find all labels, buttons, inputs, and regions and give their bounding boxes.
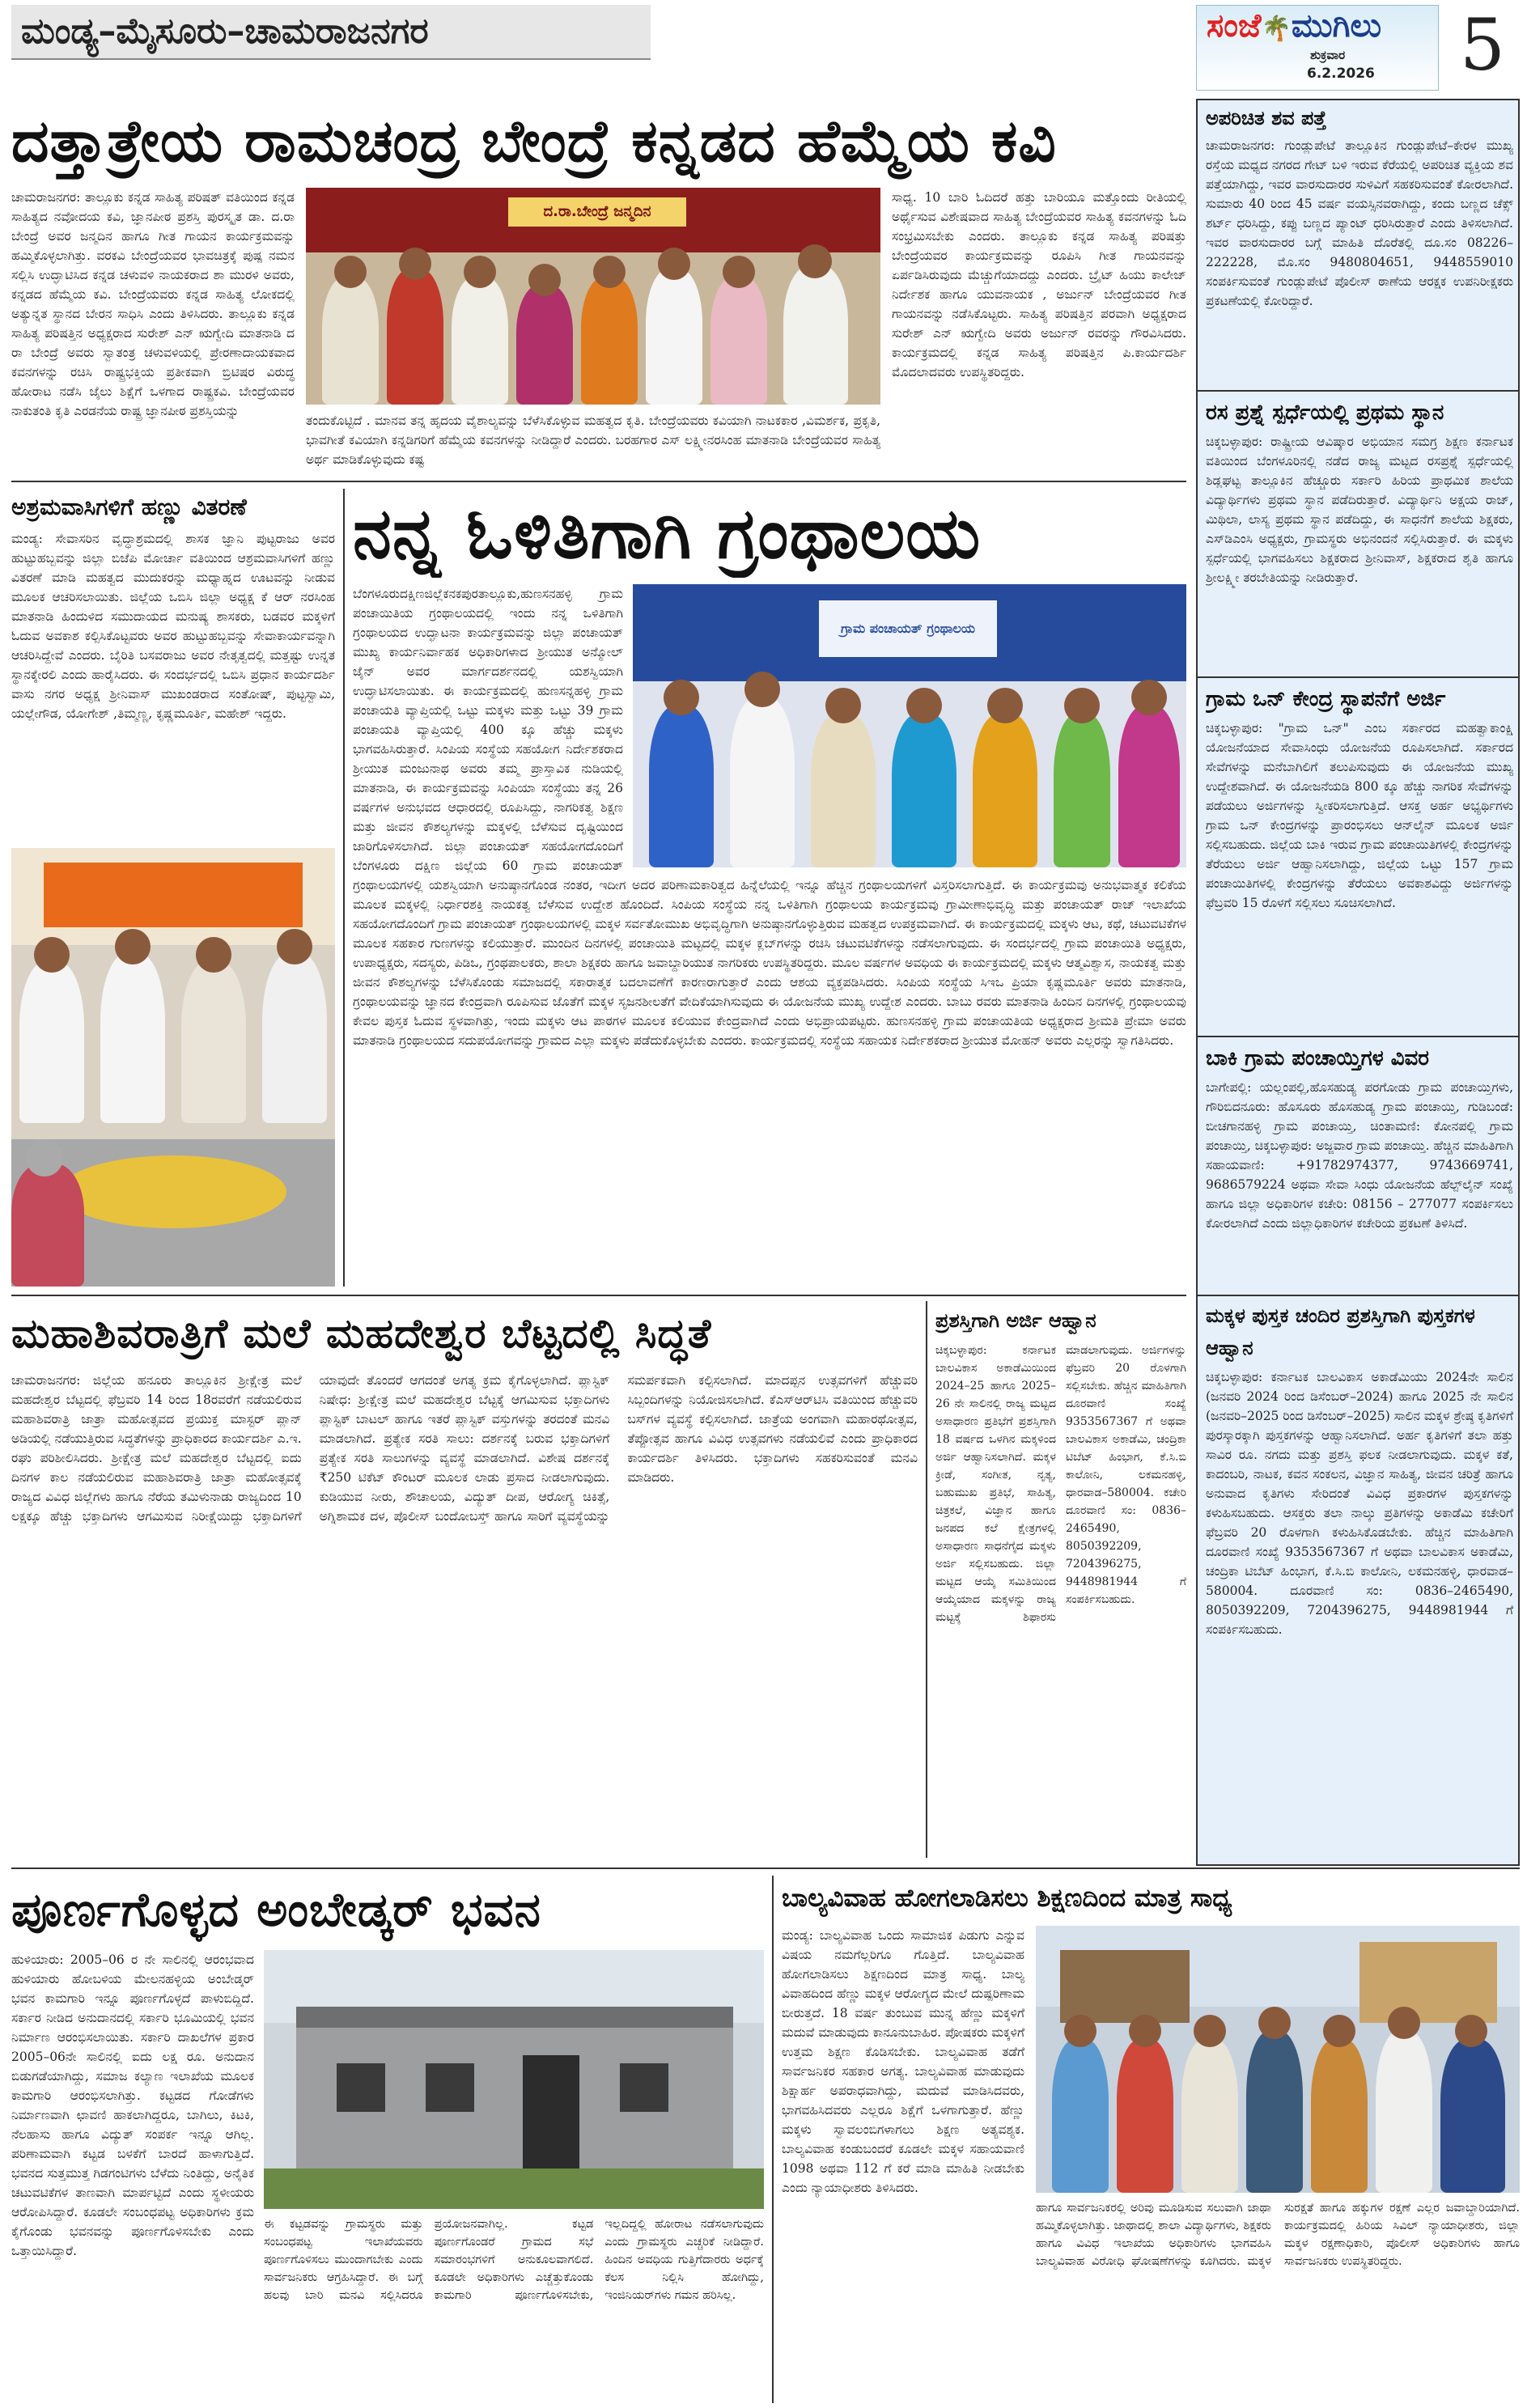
- library-body: ಬೆಂಗಳೂರುದಕ್ಷಿಣಜಿಲ್ಲೆಕನಕಪುರತಾಲ್ಲೂಕು,ಹುಣಸನಹಳ್ಳಿ ಗ್ರಾಮ ಪಂಚಾಯಿತಿಯ ಗ್ರಂಥಾಲಯದಲ್ಲಿ ಇಂದು ನನ್ನ ಒಳಿತಿಗಾಗಿ ಗ್ರಂಥಾಲಯದ ಉದ್ಘಾಟನಾ ಕಾರ್ಯಕ್ರಮವನ್ನು ಜಿಲ್ಲಾ ಪಂಚಾಯತ್ ಮುಖ್ಯ ಕಾರ್ಯನಿರ್ವಾಹಕ ಅಧಿಕಾರಿಗಳಾದ ಶ್ರೀಯುತ ಅನ್ಮೋಲ್ ಜೈನ್ ಅವರ ಮಾರ್ಗದರ್ಶನದಲ್ಲಿ ಯಶಸ್ವಿಯಾಗಿ ಉದ್ಘಾಟಿಸಲಾಯಿತು. ಈ ಕಾರ್ಯಕ್ರಮದಲ್ಲಿ ಹುಣಸನ್ನಹಳ್ಳಿ ಗ್ರಾಮ ಪಂಚಾಯತಿ ವ್ಯಾಪ್ತಿಯಲ್ಲಿ ಒಟ್ಟು ಮಕ್ಕಳು ಮತ್ತು ಒಟ್ಟು 39 ಗ್ರಾಮ ಪಂಚಾಯತಿ ವ್ಯಾಪ್ತಿಯಲ್ಲಿ 400 ಕ್ಕೂ ಹೆಚ್ಚು ಮಕ್ಕಳು ಭಾಗವಹಿಸಿರುತ್ತಾರೆ. ಸಿಂಪಿಯ ಸಂಸ್ಥೆಯ ಸಹಯೋಗ ನಿರ್ದೇಶಕರಾದ ಶ್ರೀಯುತ ಮಂಜುನಾಥ ಅವರು ತಮ್ಮ ಪ್ರಾಸ್ತಾವಿಕ ನುಡಿಯಲ್ಲಿ ಮಾತನಾಡಿ, ಈ ಕಾರ್ಯಕ್ರಮವನ್ನು ಸಿಂಪಿಯಾ ಸಂಸ್ಥೆಯು ತನ್ನ 26 ವರ್ಷಗಳ ಅನುಭವದ ಆಧಾರದಲ್ಲಿ ರೂಪಿಸಿದ್ದು, ನಾಗರಿಕತ್ವ ಶಿಕ್ಷಣ ಮತ್ತು ಜೀವನ ಕೌಶಲ್ಯಗಳನ್ನು ಮಕ್ಕಳಲ್ಲಿ ಬೆಳೆಸುವ ದೃಷ್ಟಿಯಿಂದ ಜಾರಿಗೊಳಿಸಲಾಗಿದೆ. ಜಿಲ್ಲಾ ಪಂಚಾಯತ್ ಸಹಯೋಗದೊಂದಿಗೆ ಬೆಂಗಳೂರು ದಕ್ಷಿಣ ಜಿಲ್ಲೆಯ 60 ಗ್ರಾಮ ಪಂಚಾಯತ್ ಗ್ರಂಥಾಲಯಗಳಲ್ಲಿ ಯಶಸ್ವಿಯಾಗಿ ಅನುಷ್ಠಾನಗೊಂಡ ನಂತರ, ಇದೀಗ ಅದರ ಪರಿಣಾಮಕಾರಿತ್ವದ ಹಿನ್ನೆಲೆಯಲ್ಲಿ ಇನ್ನೂ ಹೆಚ್ಚಿನ ಗ್ರಂಥಾಲಯಗಳಿಗೆ ವಿಸ್ತರಿಸಲಾಗುತ್ತಿದೆ. ಈ ಕಾರ್ಯಕ್ರಮವು ಅನುಭವಾತ್ಮಕ ಕಲಿಕೆಯ ಮೂಲಕ ಮಕ್ಕಳಲ್ಲಿ ನಿರ್ಧಾರಶಕ್ತಿ ನಾಯಕತ್ವ ಬೆಳೆಸುವ ಉದ್ದೇಶ ಹೊಂದಿದೆ. ಸಿಂಪಿಯ ಸಂಸ್ಥೆಯ ನನ್ನ ಒಳಿತಿಗಾಗಿ ಗ್ರಂಥಾಲಯ ಕಾರ್ಯಕ್ರಮವು ಗ್ರಾಮೀಣಾಭಿವೃದ್ಧಿ ಮತ್ತು ಪಂಚಾಯತ್ ರಾಜ್ ಇಲಾಖೆಯ ಸಹಯೋಗದೊಂದಿಗೆ ಗ್ರಾಮ ಪಂಚಾಯತ್ ಗ್ರಂಥಾಲಯಗಳಲ್ಲಿ ಮಕ್ಕಳ ಸರ್ವತೋಮುಖ ಅಭಿವೃದ್ಧಿಗಾಗಿ ಅನುಷ್ಠಾನಗೊಳ್ಳುತ್ತಿರುವ ಮಹತ್ವದ ಉಪಕ್ರಮವಾಗಿದೆ. ಈ ಕಾರ್ಯಕ್ರಮದಲ್ಲಿ ಮಕ್ಕಳು ಆಟ, ಕಥೆ, ಚಟುವಟಿಕೆಗಳ ಮೂಲಕ ಸಹಕಾರ ಗುಣಗಳನ್ನು ಕಲಿಯುತ್ತಾರೆ. ಮುಂದಿನ ದಿನಗಳಲ್ಲಿ ಪಂಚಾಯಿತಿ ಮಟ್ಟದಲ್ಲಿ ಮಕ್ಕಳ ಕ್ಲಬ್‌ಗಳನ್ನು ರಚಿಸಿ ಚಟುವಟಿಕೆಗಳನ್ನು ನಡೆಸಲಾಗುವುದು. ಈ ಸಂದರ್ಭದಲ್ಲಿ ಗ್ರಾಮ ಪಂಚಾಯಿತಿ ಅಧ್ಯಕ್ಷರು, ಉಪಾಧ್ಯಕ್ಷರು, ಸದಸ್ಯರು, ಪಿಡಿಒ, ಗ್ರಂಥಪಾಲಕರು, ಶಾಲಾ ಶಿಕ್ಷಕರು ಹಾಗೂ ಜವಾಬ್ದಾರಿಯುತ ನಾಗರಿಕರು ಉಪಸ್ಥಿತರಿದ್ದರು. ಮೂಲ ವರ್ಷಗಳ ಅವಧಿಯ ಈ ಕಾರ್ಯಕ್ರಮದಲ್ಲಿ ಮಕ್ಕಳು ಆತ್ಮವಿಶ್ವಾಸ, ನಾಯಕತ್ವ ಮತ್ತು ಜೀವನ ಕೌಶಲ್ಯಗಳನ್ನು ಬೆಳೆಸಿಕೊಂಡು ಸಮಾಜದಲ್ಲಿ ಸಕಾರಾತ್ಮಕ ಬದಲಾವಣೆಗೆ ಕಾರಣರಾಗುತ್ತಾರೆ ಎಂದು ಆಶಯ ವ್ಯಕ್ತಪಡಿಸಿದರು. ಸಿಂಪಿಯ ಸಂಸ್ಥೆಯ ಸಿಇಒ ಪ್ರಿಯಾ ಕೃಷ್ಣಮೂರ್ತಿ ಅವರು ಮಾತನಾಡಿ, ಗ್ರಂಥಾಲಯವನ್ನು ಜ್ಞಾನದ ಕೇಂದ್ರವಾಗಿ ರೂಪಿಸುವ ಜೊತೆಗೆ ಮಕ್ಕಳ ಸೃಜನಶೀಲತೆಗೆ ವೇದಿಕೆಯಾಗಿಸುವುದು ಈ ಯೋಜನೆಯ ಮುಖ್ಯ ಉದ್ದೇಶ ಎಂದರು. ಬಾಬು ರವರು ಮಾತನಾಡಿ ಹಿಂದಿನ ದಿನಗಳಲ್ಲಿ ಗ್ರಂಥಾಲಯವು ಕೇವಲ ಪುಸ್ತಕ ಓದುವ ಸ್ಥಳವಾಗಿತ್ತು, ಇಂದು ಮಕ್ಕಳು ಆಟ ಪಾಠಗಳ ಮೂಲಕ ಕಲಿಯುವ ಕೇಂದ್ರವಾಗಿದೆ ಎಂದು ಅಭಿಪ್ರಾಯಪಟ್ಟರು. ಹುಣಸನಹಳ್ಳಿ ಗ್ರಾಮ ಪಂಚಾಯತಿಯ ಅಧ್ಯಕ್ಷರಾದ ಶ್ರೀಮತಿ ಪ್ರೇಮಾ ಅವರು ಮಾತನಾಡಿ ಗ್ರಂಥಾಲಯದ ಸದುಪಯೋಗವನ್ನು ಗ್ರಾಮದ ಎಲ್ಲಾ ಮಕ್ಕಳು ಪಡೆದುಕೊಳ್ಳಬೇಕು ಎಂದರು. ಕಾರ್ಯಕ್ರಮದಲ್ಲಿ ಸಂಸ್ಥೆಯ ಸಹಾಯಕ ನಿರ್ದೇಶಕರಾದ ಶ್ರೀಯುತ ಮೋಹನ್ ಅವರು ಎಲ್ಲರನ್ನು ಸ್ವಾಗತಿಸಿದರು.: [353, 587, 1186, 1048]
- award-headline: ಪ್ರಶಸ್ತಿಗಾಗಿ ಅರ್ಜಿ ಆಹ್ವಾನ: [935, 1309, 1096, 1332]
- ashram-body: ಮಂಡ್ಯ: ಸೇವಾಸರಿನ ವೃದ್ಧಾಶ್ರಮದಲ್ಲಿ ಶಾಸಕ ಜ್ಞಾನಿ ಪುಟ್ಟರಾಜು ಅವರ ಹುಟ್ಟುಹಬ್ಬವನ್ನು ಜಿಲ್ಲಾ ಬಿಜೆಪಿ ಮೋರ್ಚಾ ವತಿಯಿಂದ ಆಶ್ರಮವಾಸಿಗಳಿಗೆ ಹಣ್ಣು ವಿತರಣೆ ಮಾಡಿ ಮಹತ್ವದ ಮುದುಕರನ್ನು ಮಧ್ಯಾಹ್ನದ ಊಟವನ್ನು ನೀಡುವ ಮೂಲಕ ಆಚರಿಸಲಾಯಿತು. ಜಿಲ್ಲೆಯ ಒಬಿಸಿ ಜಿಲ್ಲಾ ಅಧ್ಯಕ್ಷ ಕೆ ಆರ್ ನರಸಿಂಹ ಮಾತನಾಡಿ ಹಿಂದುಳಿದ ಸಮುದಾಯದ ಮನುಷ್ಯ ಶಾಸಕರು, ಬಡವರ ಮಕ್ಕಳಿಗೆ ಓದುವ ಅವಕಾಶ ಕಲ್ಪಿಸಿಕೊಟ್ಟವರು ಅವರ ಹುಟ್ಟುಹಬ್ಬವನ್ನು ಸೇವಾಕಾರ್ಯವನ್ನಾಗಿ ಆಚರಿಸಿದ್ದೇವೆ ಎಂದರು. ಬೈರಿತಿ ಬಸವರಾಜು ಅವರ ನೇತೃತ್ವದಲ್ಲಿ ಮತ್ತಷ್ಟು ಉನ್ನತ ಸ್ಥಾನಕ್ಕೇರಲಿ ಎಂದು ಹಾರೈಸಿದರು. ಈ ಸಂದರ್ಭದಲ್ಲಿ ಒಬಿಸಿ ಪ್ರಧಾನ ಕಾರ್ಯದರ್ಶಿ ವಾಸು ನಗರ ಅಧ್ಯಕ್ಷ ಶ್ರೀನಿವಾಸ್ ಮುಖಂಡರಾದ ಸಂತೋಷ್, ಪುಟ್ಟಸ್ವಾಮಿ, ಯಲ್ಲೇಗೌಡ, ಯೋಗೇಶ್ ,ತಿಮ್ಮಣ್ಣ, ಕೃಷ್ಣಮೂರ್ತಿ, ಮಹೇಶ್ ಇದ್ದರು.: [11, 532, 335, 721]
- library-headline: ನನ್ನ ಓಳಿತಿಗಾಗಿ ಗ್ರಂಥಾಲಯ: [353, 494, 982, 574]
- section-title-bar: [11, 5, 651, 60]
- ambedkar-body-below: ಈ ಕಟ್ಟಡವನ್ನು ಗ್ರಾಮಸ್ಥರು ಮತ್ತು ಸಂಬಂಧಪಟ್ಟ ಇಲಾಖೆಯವರು ಪೂರ್ಣಗೊಳಿಸಲು ಮುಂದಾಗಬೇಕು ಎಂದು ಸಾರ್ವಜನಿಕರು ಆಗ್ರಹಿಸಿದ್ದಾರೆ. ಈ ಬಗ್ಗೆ ಹಲವು ಬಾರಿ ಮನವಿ ಸಲ್ಲಿಸಿದರೂ ಪ್ರಯೋಜನವಾಗಿಲ್ಲ. ಕಟ್ಟಡ ಪೂರ್ಣಗೊಂಡರೆ ಗ್ರಾಮದ ಸಭೆ ಸಮಾರಂಭಗಳಿಗೆ ಅನುಕೂಲವಾಗಲಿದೆ. ಕೂಡಲೇ ಅಧಿಕಾರಿಗಳು ಎಚ್ಚೆತ್ತುಕೊಂಡು ಕಾಮಗಾರಿ ಪೂರ್ಣಗೊಳಿಸಬೇಕು, ಇಲ್ಲದಿದ್ದಲ್ಲಿ ಹೋರಾಟ ನಡೆಸಲಾಗುವುದು ಎಂದು ಗ್ರಾಮಸ್ಥರು ಎಚ್ಚರಿಕೆ ನೀಡಿದ್ದಾರೆ. ಹಿಂದಿನ ಅವಧಿಯ ಗುತ್ತಿಗೆದಾರರು ಅರ್ಧಕ್ಕೆ ಕೆಲಸ ನಿಲ್ಲಿಸಿ ಹೋಗಿದ್ದು, ಇಂಜಿನಿಯರ್‌ಗಳು ಗಮನ ಹರಿಸಿಲ್ಲ.: [264, 2218, 764, 2302]
- ambedkar-building-photo: [264, 1950, 764, 2209]
- gram-one-headline: ಗ್ರಾಮ ಒನ್ ಕೇಂದ್ರ ಸ್ಥಾಪನೆಗೆ ಅರ್ಜಿ: [1206, 687, 1446, 711]
- quiz-body: ಚಿಕ್ಕಬಳ್ಳಾಪುರ: ರಾಷ್ಟ್ರೀಯ ಆವಿಷ್ಕಾರ ಅಭಿಯಾನ ಸಮಗ್ರ ಶಿಕ್ಷಣ ಕರ್ನಾಟಕ ವತಿಯಿಂದ ಬೆಂಗಳೂರಿನಲ್ಲಿ ನಡೆದ ರಾಜ್ಯ ಮಟ್ಟದ ರಸಪ್ರಶ್ನೆ ಸ್ಪರ್ಧೆಯಲ್ಲಿ ಶಿಡ್ಲಘಟ್ಟ ತಾಲ್ಲೂಕಿನ ಹೆಚ್ಚೂರು ಸರ್ಕಾರಿ ಹಿರಿಯ ಪ್ರಾಥಮಿಕ ಶಾಲೆಯ ವಿದ್ಯಾರ್ಥಿಗಳು ಪ್ರಥಮ ಸ್ಥಾನ ಪಡೆದಿರುತ್ತಾರೆ. ವಿದ್ಯಾರ್ಥಿನಿ ಅಕ್ಷಯ ರಾಜ್, ಮಿಥಿಲಾ, ಲಾಸ್ಯ ಪ್ರಥಮ ಸ್ಥಾನ ಪಡೆದಿದ್ದು, ಈ ಸಾಧನೆಗೆ ಶಾಲೆಯ ಶಿಕ್ಷಕರು, ಎಸ್‌ಡಿಎಂಸಿ ಅಧ್ಯಕ್ಷರು, ಗ್ರಾಮಸ್ಥರು ಅಭಿನಂದನೆ ಸಲ್ಲಿಸಿರುತ್ತಾರೆ. ಈ ಮಕ್ಕಳು ಸ್ಪರ್ಧೆಯಲ್ಲಿ ಭಾಗವಹಿಸಲು ಶಿಕ್ಷಕರಾದ ಶ್ರೀನಿವಾಸ್, ಶಿಕ್ಷಕರಾದ ಶೃತಿ ಹಾಗೂ ಶ್ರೀಲಕ್ಷ್ಮೀ ತರಬೇತಿಯನ್ನು ನೀಡಿರುತ್ತಾರೆ.: [1206, 435, 1513, 585]
- palm-tree-icon: 🌴: [1261, 15, 1292, 43]
- gp-list-headline: ಬಾಕಿ ಗ್ರಾಮ ಪಂಚಾಯ್ತಿಗಳ ವಿವರ: [1206, 1046, 1430, 1070]
- child-marriage-rally-photo: [1036, 1926, 1520, 2193]
- gram-one-body: ಚಿಕ್ಕಬಳ್ಳಾಪುರ: "ಗ್ರಾಮ ಒನ್" ಎಂಬ ಸರ್ಕಾರದ ಮಹತ್ವಾಕಾಂಕ್ಷಿ ಯೋಜನೆಯಾದ ಸೇವಾಸಿಂಧು ಯೋಜನೆಯ ರೂಪಿಸಲಾಗಿದೆ. ಸರ್ಕಾರದ ಸೇವೆಗಳನ್ನು ಮನೆಬಾಗಿಲಿಗೆ ತಲುಪಿಸುವುದು ಈ ಯೋಜನೆಯ ಮುಖ್ಯ ಉದ್ದೇಶವಾಗಿದೆ. ಈ ಯೋಜನೆಯಡಿ 800 ಕ್ಕೂ ಹೆಚ್ಚು ನಾಗರಿಕ ಸೇವೆಗಳನ್ನು ಪಡೆಯಲು ಅರ್ಜಿಗಳನ್ನು ಸ್ವೀಕರಿಸಲಾಗುತ್ತಿದೆ. ಆಸಕ್ತ ಅರ್ಹ ಅಭ್ಯರ್ಥಿಗಳು ಗ್ರಾಮ ಒನ್ ಕೇಂದ್ರಗಳನ್ನು ಪ್ರಾರಂಭಿಸಲು ಆನ್‌ಲೈನ್ ಮೂಲಕ ಅರ್ಜಿ ಸಲ್ಲಿಸಬಹುದು. ಜಿಲ್ಲೆಯ ಬಾಕಿ ಇರುವ ಗ್ರಾಮ ಪಂಚಾಯಿತಿಗಳಲ್ಲಿ ಕೇಂದ್ರಗಳನ್ನು ತೆರೆಯಲು ಅರ್ಜಿ ಆಹ್ವಾನಿಸಲಾಗಿದ್ದು, ಜಿಲ್ಲೆಯ ಒಟ್ಟು 157 ಗ್ರಾಮ ಪಂಚಾಯಿತಿಗಳಲ್ಲಿ ಕೇಂದ್ರಗಳನ್ನು ತೆರೆಯಲು ಅವಕಾಶವಿದ್ದು ಅರ್ಜಿಗಳನ್ನು ಫೆಬ್ರವರಿ 15 ರೊಳಗೆ ಸಲ್ಲಿಸಲು ಸೂಚಿಸಲಾಗಿದೆ.: [1206, 721, 1513, 910]
- shivaratri-headline: ಮಹಾಶಿವರಾತ್ರಿಗೆ ಮಲೆ ಮಹದೇಶ್ವರ ಬೆಟ್ಟದಲ್ಲಿ ಸಿದ್ಧತೆ: [11, 1310, 712, 1357]
- children-book-body: ಚಿಕ್ಕಬಳ್ಳಾಪುರ: ಕರ್ನಾಟಕ ಬಾಲವಿಕಾಸ ಅಕಾಡೆಮಿಯು 2024ನೇ ಸಾಲಿನ (ಜನವರಿ 2024 ರಿಂದ ಡಿಸೆಂಬರ್–2024) ಹಾಗೂ 2025 ನೇ ಸಾಲಿನ (ಜನವರಿ–2025 ರಿಂದ ಡಿಸೆಂಬರ್–2025) ಸಾಲಿನ ಮಕ್ಕಳ ಶ್ರೇಷ್ಠ ಕೃತಿಗಳಿಗೆ ಪುರಸ್ಕಾರಕ್ಕಾಗಿ ಪುಸ್ತಕಗಳನ್ನು ಆಹ್ವಾನಿಸಲಾಗಿದೆ. ಅರ್ಹ ಕೃತಿಗಳಿಗೆ ತಲಾ ಹತ್ತು ಸಾವಿರ ರೂ. ನಗದು ಮತ್ತು ಪ್ರಶಸ್ತಿ ಫಲಕ ನೀಡಲಾಗುವುದು. ಮಕ್ಕಳ ಕತೆ, ಕಾದಂಬರಿ, ನಾಟಕ, ಕವನ ಸಂಕಲನ, ವಿಜ್ಞಾನ ಸಾಹಿತ್ಯ, ಜೀವನ ಚರಿತ್ರೆ ಹಾಗೂ ಅನುವಾದ ಕೃತಿಗಳು ಸೇರಿದಂತೆ ವಿವಿಧ ಪ್ರಕಾರಗಳ ಪುಸ್ತಕಗಳನ್ನು ಕಳುಹಿಸಬಹುದು. ಆಸಕ್ತರು ತಲಾ ನಾಲ್ಕು ಪ್ರತಿಗಳನ್ನು ಅಕಾಡೆಮಿ ಕಚೇರಿಗೆ ಫೆಬ್ರವರಿ 20 ರೊಳಗಾಗಿ ಕಳುಹಿಸಿಕೊಡಬೇಕು. ಹೆಚ್ಚಿನ ಮಾಹಿತಿಗಾಗಿ ದೂರವಾಣಿ ಸಂಖ್ಯೆ 9353567367 ಗೆ ಅಥವಾ ಬಾಲವಿಕಾಸ ಅಕಾಡೆಮಿ, ಚಂದ್ರಿಕಾ ಟಿಬೆಟ್ ಹಿಂಭಾಗ, ಕೆ.ಸಿ.ಬಿ ಕಾಲೋನಿ, ಲಕಮನಹಳ್ಳಿ, ಧಾರವಾಡ–580004. ದೂರವಾಣಿ ಸಂ: 0836–2465490, 8050392209, 7204396275, 9448981944 ಗೆ ಸಂಪರ್ಕಿಸಬಹುದು.: [1206, 1370, 1513, 1637]
- bendre-body-right: ಸಾಧ್ಯ. 10 ಬಾರಿ ಓದಿದರೆ ಹತ್ತು ಬಾರಿಯೂ ಮತ್ತೊಂದು ರೀತಿಯಲ್ಲಿ ಅರ್ಥೈಸುವ ವಿಶೇಷವಾದ ಸಾಹಿತ್ಯ ಬೇಂದ್ರೆಯವರ ಸಾಹಿತ್ಯ ಕವನಗಳನ್ನು ಓದಿ ಸಂಭ್ರಮಿಸಬೇಕು ಎಂದರು. ತಾಲ್ಲೂಕು ಕನ್ನಡ ಸಾಹಿತ್ಯ ಪರಿಷತ್ತು ಬೇಂದ್ರೆಯವರ ಕಾರ್ಯಕ್ರಮವನ್ನು ರೂಪಿಸಿ ಗೀತ ಗಾಯನವನ್ನು ಏರ್ಪಡಿಸಿರುವುದು ಮೆಚ್ಚುಗೆಯಾದದ್ದು ಎಂದರು. ಬ್ರೈಟ್ ಹಿಯು ಕಾಲೇಜ್ ನಿರ್ದೇಶಕ ಹಾಗೂ ಯುವನಾಯಕ , ಅರ್ಜುನ್ ಬೇಂದ್ರೆಯವರ ಗೀತ ಗಾಯನವನ್ನು ನಡೆಸಿಕೊಟ್ಟರು. ಸಾಹಿತ್ಯ ಪರಿಷತ್ತಿನ ಪರವಾಗಿ ಅಧ್ಯಕ್ಷರಾದ ಸುರೇಶ್ ಎನ್ ಋಗ್ವೇದಿ ಅವರು ಅರ್ಜುನ್ ರವರನ್ನು ಗೌರವಿಸಿದರು. ಕಾರ್ಯಕ್ರಮದಲ್ಲಿ ಕನ್ನಡ ಸಾಹಿತ್ಯ ಪರಿಷತ್ತಿನ ಪಿ.ಕಾರ್ಯದರ್ಶಿ ಮೊದಲಾದವರು ಉಪಸ್ಥಿತರಿದ್ದರು.: [892, 190, 1186, 379]
- bendre-caption-strip: ತಂದುಕೊಟ್ಟಿದೆ . ಮಾನವ ತನ್ನ ಹೃದಯ ವೈಶಾಲ್ಯವನ್ನು ಬೆಳೆಸಿಕೊಳ್ಳುವ ಮಹತ್ವದ ಕೃತಿ. ಬೇಂದ್ರೆಯವರು ಕವಿಯಾಗಿ ನಾಟಕಕಾರ ,ವಿಮರ್ಶಕ, ಪ್ರಕೃತಿ, ಭಾವಗೀತೆ ಕವಿಯಾಗಿ ಕನ್ನಡಿಗರಿಗೆ ಹೆಮ್ಮೆಯ ಕವನಗಳನ್ನು ನೀಡಿದ್ದಾರೆ ಎಂದರು. ಬರಹಗಾರ ಎಸ್ ಲಕ್ಷ್ಮೀನರಸಿಂಹ ಮಾತನಾಡಿ ಬೇಂದ್ರೆಯವರ ಸಾಹಿತ್ಯ ಅರ್ಥ ಮಾಡಿಕೊಳ್ಳುವುದು ಕಷ್ಟ: [306, 413, 880, 467]
- page-number: 5: [1460, 5, 1505, 87]
- child-marriage-headline: ಬಾಲ್ಯವಿವಾಹ ಹೋಗಲಾಡಿಸಲು ಶಿಕ್ಷಣದಿಂದ ಮಾತ್ರ ಸಾಧ್ಯ: [782, 1884, 1232, 1913]
- ambedkar-headline: ಪೂರ್ಣಗೊಳ್ಳದ ಅಂಬೇಡ್ಕರ್ ಭವನ: [11, 1882, 541, 1937]
- ashram-photo: [11, 848, 335, 1287]
- award-body: ಚಿಕ್ಕಬಳ್ಳಾಪುರ: ಕರ್ನಾಟಕ ಬಾಲವಿಕಾಸ ಅಕಾಡೆಮಿಯಿಂದ 2024–25 ಹಾಗೂ 2025–26 ನೇ ಸಾಲಿನಲ್ಲಿ ರಾಜ್ಯ ಮಟ್ಟದ ಅಸಾಧಾರಣ ಪ್ರತಿಭೆಗೆ ಪ್ರಶಸ್ತಿಗಾಗಿ 18 ವರ್ಷದ ಒಳಗಿನ ಮಕ್ಕಳಿಂದ ಅರ್ಜಿ ಆಹ್ವಾನಿಸಲಾಗಿದೆ. ಮಕ್ಕಳ ಕ್ರೀಡೆ, ಸಂಗೀತ, ನೃತ್ಯ, ಬಹುಮುಖ ಪ್ರತಿಭೆ, ಸಾಹಿತ್ಯ, ಚಿತ್ರಕಲೆ, ವಿಜ್ಞಾನ ಹಾಗೂ ಜನಪದ ಕಲೆ ಕ್ಷೇತ್ರಗಳಲ್ಲಿ ಅಸಾಧಾರಣ ಸಾಧನೆಗೈದ ಮಕ್ಕಳು ಅರ್ಜಿ ಸಲ್ಲಿಸಬಹುದು. ಜಿಲ್ಲಾ ಮಟ್ಟದ ಆಯ್ಕೆ ಸಮಿತಿಯಿಂದ ಆಯ್ಕೆಯಾದ ಮಕ್ಕಳನ್ನು ರಾಜ್ಯ ಮಟ್ಟಕ್ಕೆ ಶಿಫಾರಸು ಮಾಡಲಾಗುವುದು. ಅರ್ಜಿಗಳನ್ನು ಫೆಬ್ರವರಿ 20 ರೊಳಗಾಗಿ ಸಲ್ಲಿಸಬೇಕು. ಹೆಚ್ಚಿನ ಮಾಹಿತಿಗಾಗಿ ದೂರವಾಣಿ ಸಂಖ್ಯೆ 9353567367 ಗೆ ಅಥವಾ ಬಾಲವಿಕಾಸ ಅಕಾಡೆಮಿ, ಚಂದ್ರಿಕಾ ಟಿಬೆಟ್ ಹಿಂಭಾಗ, ಕೆ.ಸಿ.ಬಿ ಕಾಲೋನಿ, ಲಕಮನಹಳ್ಳಿ, ಧಾರವಾಡ–580004. ಕಚೇರಿ ದೂರವಾಣಿ ಸಂ: 0836–2465490, 8050392209, 7204396275, 9448981944 ಗೆ ಸಂಪರ್ಕಿಸಬಹುದು.: [935, 1344, 1186, 1624]
- unknown-body-headline: ಅಪರಿಚಿತ ಶವ ಪತ್ತೆ: [1206, 107, 1327, 129]
- bendre-headline: ದತ್ತಾತ್ರೇಯ ರಾಮಚಂದ್ರ ಬೇಂದ್ರೆ ಕನ್ನಡದ ಹೆಮ್ಮೆಯ ಕವಿ: [11, 107, 1057, 175]
- shivaratri-body: ಚಾಮರಾಜನಗರ: ಜಿಲ್ಲೆಯ ಹನೂರು ತಾಲ್ಲೂಕಿನ ಶ್ರೀಕ್ಷೇತ್ರ ಮಲೆ ಮಹದೇಶ್ವರ ಬೆಟ್ಟದಲ್ಲಿ ಫೆಬ್ರವರಿ 14 ರಿಂದ 18ರವರೆಗೆ ನಡೆಯಲಿರುವ ಮಹಾಶಿವರಾತ್ರಿ ಜಾತ್ರಾ ಮಹೋತ್ಸವದ ಪ್ರಯುಕ್ತ ಮಾಸ್ಟರ್ ಪ್ಲಾನ್ ಅಡಿಯಲ್ಲಿ ನಡೆಯುತ್ತಿರುವ ಸಿದ್ಧತೆಗಳನ್ನು ಪ್ರಾಧಿಕಾರದ ಕಾರ್ಯದರ್ಶಿ ಎ.ಇ. ರಘು ಪರಿಶೀಲಿಸಿದರು. ಶ್ರೀಕ್ಷೇತ್ರ ಮಲೆ ಮಹದೇಶ್ವರ ಬೆಟ್ಟದಲ್ಲಿ ಐದು ದಿನಗಳ ಕಾಲ ನಡೆಯಲಿರುವ ಮಹಾಶಿವರಾತ್ರಿ ಜಾತ್ರಾ ಮಹೋತ್ಸವಕ್ಕೆ ರಾಜ್ಯದ ವಿವಿಧ ಜಿಲ್ಲೆಗಳು ಹಾಗೂ ನೆರೆಯ ತಮಿಳುನಾಡು ರಾಜ್ಯದಿಂದ 10 ಲಕ್ಷಕ್ಕೂ ಹೆಚ್ಚು ಭಕ್ತಾದಿಗಳು ಆಗಮಿಸುವ ನಿರೀಕ್ಷೆಯಿದ್ದು ಭಕ್ತಾದಿಗಳಿಗೆ ಯಾವುದೇ ತೊಂದರೆ ಆಗದಂತೆ ಅಗತ್ಯ ಕ್ರಮ ಕೈಗೊಳ್ಳಲಾಗಿದೆ. ಪ್ಲಾಸ್ಟಿಕ್ ನಿಷೇಧ: ಶ್ರೀಕ್ಷೇತ್ರ ಮಲೆ ಮಹದೇಶ್ವರ ಬೆಟ್ಟಕ್ಕೆ ಆಗಮಿಸುವ ಭಕ್ತಾದಿಗಳು ಪ್ಲಾಸ್ಟಿಕ್ ಬಾಟಲ್ ಹಾಗೂ ಇತರೆ ಪ್ಲಾಸ್ಟಿಕ್ ವಸ್ತುಗಳನ್ನು ತರದಂತೆ ಮನವಿ ಮಾಡಲಾಗಿದೆ. ಪ್ರತ್ಯೇಕ ಸರತಿ ಸಾಲು: ದರ್ಶನಕ್ಕೆ ಬರುವ ಭಕ್ತಾದಿಗಳಿಗೆ ಪ್ರತ್ಯೇಕ ಸರತಿ ಸಾಲುಗಳನ್ನು ವ್ಯವಸ್ಥೆ ಮಾಡಲಾಗಿದೆ. ವಿಶೇಷ ದರ್ಶನಕ್ಕೆ ₹250 ಟಿಕೆಟ್ ಕೌಂಟರ್ ಮೂಲಕ ಲಾಡು ಪ್ರಸಾದ ನೀಡಲಾಗುವುದು. ಕುಡಿಯುವ ನೀರು, ಶೌಚಾಲಯ, ವಿದ್ಯುತ್ ದೀಪ, ಆರೋಗ್ಯ ಚಿಕಿತ್ಸೆ, ಅಗ್ನಿಶಾಮಕ ದಳ, ಪೊಲೀಸ್ ಬಂದೋಬಸ್ತ್ ಹಾಗೂ ಸಾರಿಗೆ ವ್ಯವಸ್ಥೆಯನ್ನು ಸಮರ್ಪಕವಾಗಿ ಕಲ್ಪಿಸಲಾಗಿದೆ. ಮಾದಪ್ಪನ ಉತ್ಸವಗಳಿಗೆ ಹೆಚ್ಚುವರಿ ಸಿಬ್ಬಂದಿಗಳನ್ನು ನಿಯೋಜಿಸಲಾಗಿದೆ. ಕೆಎಸ್‌ಆರ್‌ಟಿಸಿ ವತಿಯಿಂದ ಹೆಚ್ಚುವರಿ ಬಸ್‌ಗಳ ವ್ಯವಸ್ಥೆ ಕಲ್ಪಿಸಲಾಗಿದೆ. ಜಾತ್ರೆಯ ಅಂಗವಾಗಿ ಮಹಾರಥೋತ್ಸವ, ತೆಪ್ಪೋತ್ಸವ ಹಾಗೂ ವಿವಿಧ ಉತ್ಸವಗಳು ನಡೆಯಲಿವೆ ಎಂದು ಪ್ರಾಧಿಕಾರದ ಕಾರ್ಯದರ್ಶಿ ತಿಳಿಸಿದರು. ಭಕ್ತಾದಿಗಳು ಸಹಕರಿಸುವಂತೆ ಮನವಿ ಮಾಡಿದರು.: [11, 1373, 918, 1524]
- section-title: ಮಂಡ್ಯ–ಮೈಸೂರು–ಚಾಮರಾಜನಗರ: [21, 11, 429, 52]
- brand-name: ಸಂಜೆ🌴ಮುಗಿಲು: [1207, 7, 1382, 45]
- issue-day: ಶುಕ್ರವಾರ: [1310, 48, 1346, 62]
- bendre-body-left: ಚಾಮರಾಜನಗರ: ತಾಲ್ಲೂಕು ಕನ್ನಡ ಸಾಹಿತ್ಯ ಪರಿಷತ್ ವತಿಯಿಂದ ಕನ್ನಡ ಸಾಹಿತ್ಯದ ನವೋದಯ ಕವಿ, ಜ್ಞಾನಪೀಠ ಪ್ರಶಸ್ತಿ ಪುರಸ್ಕೃತ ಡಾ. ದ.ರಾ ಬೇಂದ್ರೆ ಅವರ ಜನ್ಮದಿನ ಹಾಗೂ ಗೀತ ಗಾಯನ ಕಾರ್ಯಕ್ರಮವನ್ನು ಹಮ್ಮಿಕೊಳ್ಳಲಾಗಿತ್ತು. ವರಕವಿ ಬೇಂದ್ರೆಯವರ ಭಾವಚಿತ್ರಕ್ಕೆ ಪುಷ್ಪ ನಮನ ಸಲ್ಲಿಸಿ ಉದ್ಘಾಟಿಸಿದ ಕನ್ನಡ ಚಳುವಳಿ ನಾಯಕರಾದ ಶಾ ಮುರಳಿ ಅವರು, ಕನ್ನಡದ ಹೆಮ್ಮೆಯ ಕವಿ. ಬೇಂದ್ರೆಯವರು ಕನ್ನಡ ಸಾಹಿತ್ಯ ಲೋಕದಲ್ಲಿ ಅತ್ಯುನ್ನತ ಸ್ಥಾನದ ಬೇರನ ಸಾಧಿಸಿ ಎಂದು ತಿಳಿಸಿದರು. ತಾಲ್ಲೂಕು ಕನ್ನಡ ಸಾಹಿತ್ಯ ಪರಿಷತ್ತಿನ ಅಧ್ಯಕ್ಷರಾದ ಸುರೇಶ್ ಎನ್ ಋಗ್ವೇದಿ ಮಾತನಾಡಿ ದ ರಾ ಬೇಂದ್ರೆ ಅವರು ಸ್ವಾತಂತ್ರ ಚಳುವಳಿಯಲ್ಲಿ ಪ್ರೇರಣಾದಾಯಕವಾದ ಕವನಗಳನ್ನು ರಚಿಸಿ ರಾಷ್ಟ್ರಭಕ್ತಿಯ ಪ್ರತೀಕವಾಗಿ ಬ್ರಿಟಿಷರ ವಿರುದ್ಧ ಹೋರಾಟ ನಡೆಸಿ ಜೈಲು ಶಿಕ್ಷೆಗೆ ಒಳಗಾದ ರಾಷ್ಟ್ರಕವಿ. ಬೇಂದ್ರೆಯವರ ನಾಕುತಂತಿ ಕೃತಿ ಎರಡನೆಯ ರಾಷ್ಟ್ರ ಜ್ಞಾನಪೀಠ ಪ್ರಶಸ್ತಿಯನ್ನು: [11, 190, 295, 418]
- child-marriage-body-right: ಹಾಗೂ ಸಾರ್ವಜನಿಕರಲ್ಲಿ ಅರಿವು ಮೂಡಿಸುವ ಸಲುವಾಗಿ ಜಾಥಾ ಹಮ್ಮಿಕೊಳ್ಳಲಾಗಿತ್ತು. ಜಾಥಾದಲ್ಲಿ ಶಾಲಾ ವಿದ್ಯಾರ್ಥಿಗಳು, ಶಿಕ್ಷಕರು ಹಾಗೂ ವಿವಿಧ ಇಲಾಖೆಯ ಅಧಿಕಾರಿಗಳು ಭಾಗವಹಿಸಿ ಬಾಲ್ಯವಿವಾಹ ವಿರೋಧಿ ಘೋಷಣೆಗಳನ್ನು ಕೂಗಿದರು. ಮಕ್ಕಳ ಸುರಕ್ಷತೆ ಹಾಗೂ ಹಕ್ಕುಗಳ ರಕ್ಷಣೆ ಎಲ್ಲರ ಜವಾಬ್ದಾರಿಯಾಗಿದೆ. ಕಾರ್ಯಕ್ರಮದಲ್ಲಿ ಹಿರಿಯ ಸಿವಿಲ್ ನ್ಯಾಯಾಧೀಶರು, ಜಿಲ್ಲಾ ಮಕ್ಕಳ ರಕ್ಷಣಾಧಿಕಾರಿ, ಪೊಲೀಸ್ ಅಧಿಕಾರಿಗಳು ಹಾಗೂ ಸಾರ್ವಜನಿಕರು ಉಪಸ್ಥಿತರಿದ್ದರು.: [1036, 2202, 1520, 2268]
- photo-banner: ದ.ರಾ.ಬೇಂದ್ರೆ ಜನ್ಮದಿನ: [508, 197, 686, 227]
- children-book-headline: ಮಕ್ಕಳ ಪುಸ್ತಕ ಚಂದಿರ ಪ್ರಶಸ್ತಿಗಾಗಿ ಪುಸ್ತಕಗಳ ಆಹ್ವಾನ: [1206, 1304, 1475, 1359]
- ambedkar-body-left: ಹುಳಿಯಾರು: 2005–06 ರ ನೇ ಸಾಲಿನಲ್ಲಿ ಆರಂಭವಾದ ಹುಳಿಯಾರು ಹೋಬಳಿಯ ಮೇಲನಹಳ್ಳಿಯ ಅಂಬೇಡ್ಕರ್ ಭವನ ಕಾಮಗಾರಿ ಇನ್ನೂ ಪೂರ್ಣಗೊಳ್ಳದೆ ಪಾಳುಬಿದ್ದಿದೆ. ಸರ್ಕಾರ ನೀಡಿದ ಅನುದಾನದಲ್ಲಿ ಸರ್ಕಾರಿ ಭೂಮಿಯಲ್ಲಿ ಭವನ ನಿರ್ಮಾಣ ಆರಂಭಿಸಲಾಯಿತು. ಸರ್ಕಾರಿ ದಾಖಲೆಗಳ ಪ್ರಕಾರ 2005–06ನೇ ಸಾಲಿನಲ್ಲಿ ಐದು ಲಕ್ಷ ರೂ. ಅನುದಾನ ಬಿಡುಗಡೆಯಾಗಿದ್ದು, ಸಮಾಜ ಕಲ್ಯಾಣ ಇಲಾಖೆಯ ಮೂಲಕ ಕಾಮಗಾರಿ ಆರಂಭಿಸಲಾಗಿತ್ತು. ಕಟ್ಟಡದ ಗೋಡೆಗಳು ನಿರ್ಮಾಣವಾಗಿ ಛಾವಣಿ ಹಾಕಲಾಗಿದ್ದರೂ, ಬಾಗಿಲು, ಕಿಟಕಿ, ನೆಲಹಾಸು ಹಾಗೂ ವಿದ್ಯುತ್ ಸಂಪರ್ಕ ಇನ್ನೂ ಆಗಿಲ್ಲ. ಪರಿಣಾಮವಾಗಿ ಕಟ್ಟಡ ಬಳಕೆಗೆ ಬಾರದೆ ಹಾಳಾಗುತ್ತಿದೆ. ಭವನದ ಸುತ್ತಮುತ್ತ ಗಿಡಗಂಟಿಗಳು ಬೆಳೆದು ನಿಂತಿದ್ದು, ಅನೈತಿಕ ಚಟುವಟಿಕೆಗಳ ತಾಣವಾಗಿ ಮಾರ್ಪಟ್ಟಿದೆ ಎಂದು ಸ್ಥಳೀಯರು ಆರೋಪಿಸಿದ್ದಾರೆ. ಕೂಡಲೇ ಸಂಬಂಧಪಟ್ಟ ಅಧಿಕಾರಿಗಳು ಕ್ರಮ ಕೈಗೊಂಡು ಭವನವನ್ನು ಪೂರ್ಣಗೊಳಿಸಬೇಕು ಎಂದು ಒತ್ತಾಯಿಸಿದ್ದಾರೆ.: [11, 1952, 254, 2258]
- brand-logo: [1196, 5, 1439, 91]
- unknown-body-text: ಚಾಮರಾಜನಗರ: ಗುಂಡ್ಲುಪೇಟೆ ತಾಲ್ಲೂಕಿನ ಗುಂಡ್ಲುಪೇಟೆ–ಕೇರಳ ಮುಖ್ಯ ರಸ್ತೆಯ ಮಧ್ಯದ ನಗರದ ಗೇಟ್ ಬಳಿ ಇರುವ ಕೆರೆಯಲ್ಲಿ ಅಪರಿಚಿತ ವ್ಯಕ್ತಿಯ ಶವ ಪತ್ತೆಯಾಗಿದ್ದು, ಇವರ ವಾರಸುದಾರರ ಸುಳಿವಿಗೆ ಸಹಕರಿಸುವಂತೆ ಕೋರಲಾಗಿದೆ. ಸುಮಾರು 40 ರಿಂದ 45 ವರ್ಷ ವಯಸ್ಸಿನವರಾಗಿದ್ದು, ಕಂದು ಬಣ್ಣದ ಚೆಕ್ಸ್ ಶರ್ಟ್ ಧರಿಸಿದ್ದು, ಕಪ್ಪು ಬಣ್ಣದ ಪ್ಯಾಂಟ್ ಧರಿಸಿರುತ್ತಾರೆ ಎಂದು ತಿಳಿಸಲಾಗಿದೆ. ಇವರ ವಾರಸುದಾರರ ಬಗ್ಗೆ ಮಾಹಿತಿ ದೊರೆತಲ್ಲಿ ದೂ.ಸಂ 08226–222228, ಮೊ.ಸಂ 9480804651, 9448559010 ಸಂಪರ್ಕಿಸುವಂತೆ ಗುಂಡ್ಲುಪೇಟೆ ಪೊಲೀಸ್ ಠಾಣೆಯ ಆರಕ್ಷಕ ಉಪನಿರೀಕ್ಷಕರು ಪ್ರಕಟಣೆಯಲ್ಲಿ ಕೋರಿದ್ದಾರೆ.: [1206, 138, 1513, 308]
- child-marriage-body-left: ಮಂಡ್ಯ: ಬಾಲ್ಯವಿವಾಹ ಒಂದು ಸಾಮಾಜಿಕ ಪಿಡುಗು ಎನ್ನುವ ವಿಷಯ ನಮಗೆಲ್ಲರಿಗೂ ಗೊತ್ತಿದೆ. ಬಾಲ್ಯವಿವಾಹ ಹೋಗಲಾಡಿಸಲು ಶಿಕ್ಷಣದಿಂದ ಮಾತ್ರ ಸಾಧ್ಯ. ಬಾಲ್ಯ ವಿವಾಹದಿಂದ ಹೆಣ್ಣು ಮಕ್ಕಳ ಆರೋಗ್ಯದ ಮೇಲೆ ದುಷ್ಪರಿಣಾಮ ಬೀರುತ್ತದೆ. 18 ವರ್ಷ ತುಂಬುವ ಮುನ್ನ ಹೆಣ್ಣು ಮಕ್ಕಳಿಗೆ ಮದುವೆ ಮಾಡುವುದು ಕಾನೂನುಬಾಹಿರ. ಪೋಷಕರು ಮಕ್ಕಳಿಗೆ ಉತ್ತಮ ಶಿಕ್ಷಣ ಕೊಡಿಸಬೇಕು. ಬಾಲ್ಯವಿವಾಹ ತಡೆಗೆ ಸಾರ್ವಜನಿಕರ ಸಹಕಾರ ಅಗತ್ಯ. ಬಾಲ್ಯವಿವಾಹ ಮಾಡುವುದು ಶಿಕ್ಷಾರ್ಹ ಅಪರಾಧವಾಗಿದ್ದು, ಮದುವೆ ಮಾಡಿಸಿದವರು, ಭಾಗವಹಿಸಿದವರು ಎಲ್ಲರೂ ಶಿಕ್ಷೆಗೆ ಒಳಗಾಗುತ್ತಾರೆ. ಹೆಣ್ಣು ಮಕ್ಕಳು ಸ್ವಾವಲಂಬಿಗಳಾಗಲು ಶಿಕ್ಷಣ ಅತ್ಯವಶ್ಯಕ. ಬಾಲ್ಯವಿವಾಹ ಕಂಡುಬಂದರೆ ಕೂಡಲೇ ಮಕ್ಕಳ ಸಹಾಯವಾಣಿ 1098 ಅಥವಾ 112 ಗೆ ಕರೆ ಮಾಡಿ ಮಾಹಿತಿ ನೀಡಬೇಕು ಎಂದು ನ್ಯಾಯಾಧೀಶರು ತಿಳಿಸಿದರು.: [782, 1928, 1024, 2195]
- bendre-event-photo: [306, 188, 880, 405]
- quiz-headline: ರಸ ಪ್ರಶ್ನೆ ಸ್ಪರ್ಧೆಯಲ್ಲಿ ಪ್ರಥಮ ಸ್ಥಾನ: [1206, 401, 1444, 425]
- library-photo-banner: ಗ್ರಾಮ ಪಂಚಾಯತ್ ಗ್ರಂಥಾಲಯ: [819, 600, 997, 657]
- issue-date: 6.2.2026: [1307, 66, 1375, 82]
- gp-list-body: ಬಾಗೇಪಲ್ಲಿ: ಯಲ್ಲಂಪಲ್ಲಿ,ಹೊಸಹುಡ್ಯ ಪರಗೋಡು ಗ್ರಾಮ ಪಂಚಾಯ್ತಿಗಳು, ಗೌರಿಬಿದನೂರು: ಹೊಸೂರು ಹೊಸಹುಡ್ಯ ಗ್ರಾಮ ಪಂಚಾಯ್ತಿ, ಗುಡಿಬಂಡೆ: ಬೀಚಗಾನಹಳ್ಳಿ ಗ್ರಾಮ ಪಂಚಾಯ್ತಿ, ಚಿಂತಾಮಣಿ: ಕೋನಪಲ್ಲಿ ಗ್ರಾಮ ಪಂಚಾಯ್ತಿ, ಚಿಕ್ಕಬಳ್ಳಾಪುರ: ಅಜ್ಜವಾರ ಗ್ರಾಮ ಪಂಚಾಯ್ತಿ. ಹೆಚ್ಚಿನ ಮಾಹಿತಿಗಾಗಿ ಸಹಾಯವಾಣಿ: +91782974377, 9743669741, 9686579224 ಅಥವಾ ಸೇವಾ ಸಿಂಧು ಯೋಜನೆಯ ಹೆಲ್ಪ್‌ಲೈನ್ ಸಂಖ್ಯೆ ಹಾಗೂ ಜಿಲ್ಲಾ ಅಧಿಕಾರಿಗಳ ಕಚೇರಿ: 08156 – 277077 ಸಂಪರ್ಕಿಸಲು ಕೋರಲಾಗಿದೆ ಎಂದು ಜಿಲ್ಲಾಧಿಕಾರಿಗಳ ಕಚೇರಿಯ ಪ್ರಕಟಣೆ ತಿಳಿಸಿದೆ.: [1206, 1080, 1513, 1231]
- ashram-headline: ಅಶ್ರಮವಾಸಿಗಳಿಗೆ ಹಣ್ಣು ವಿತರಣೆ: [11, 494, 247, 520]
